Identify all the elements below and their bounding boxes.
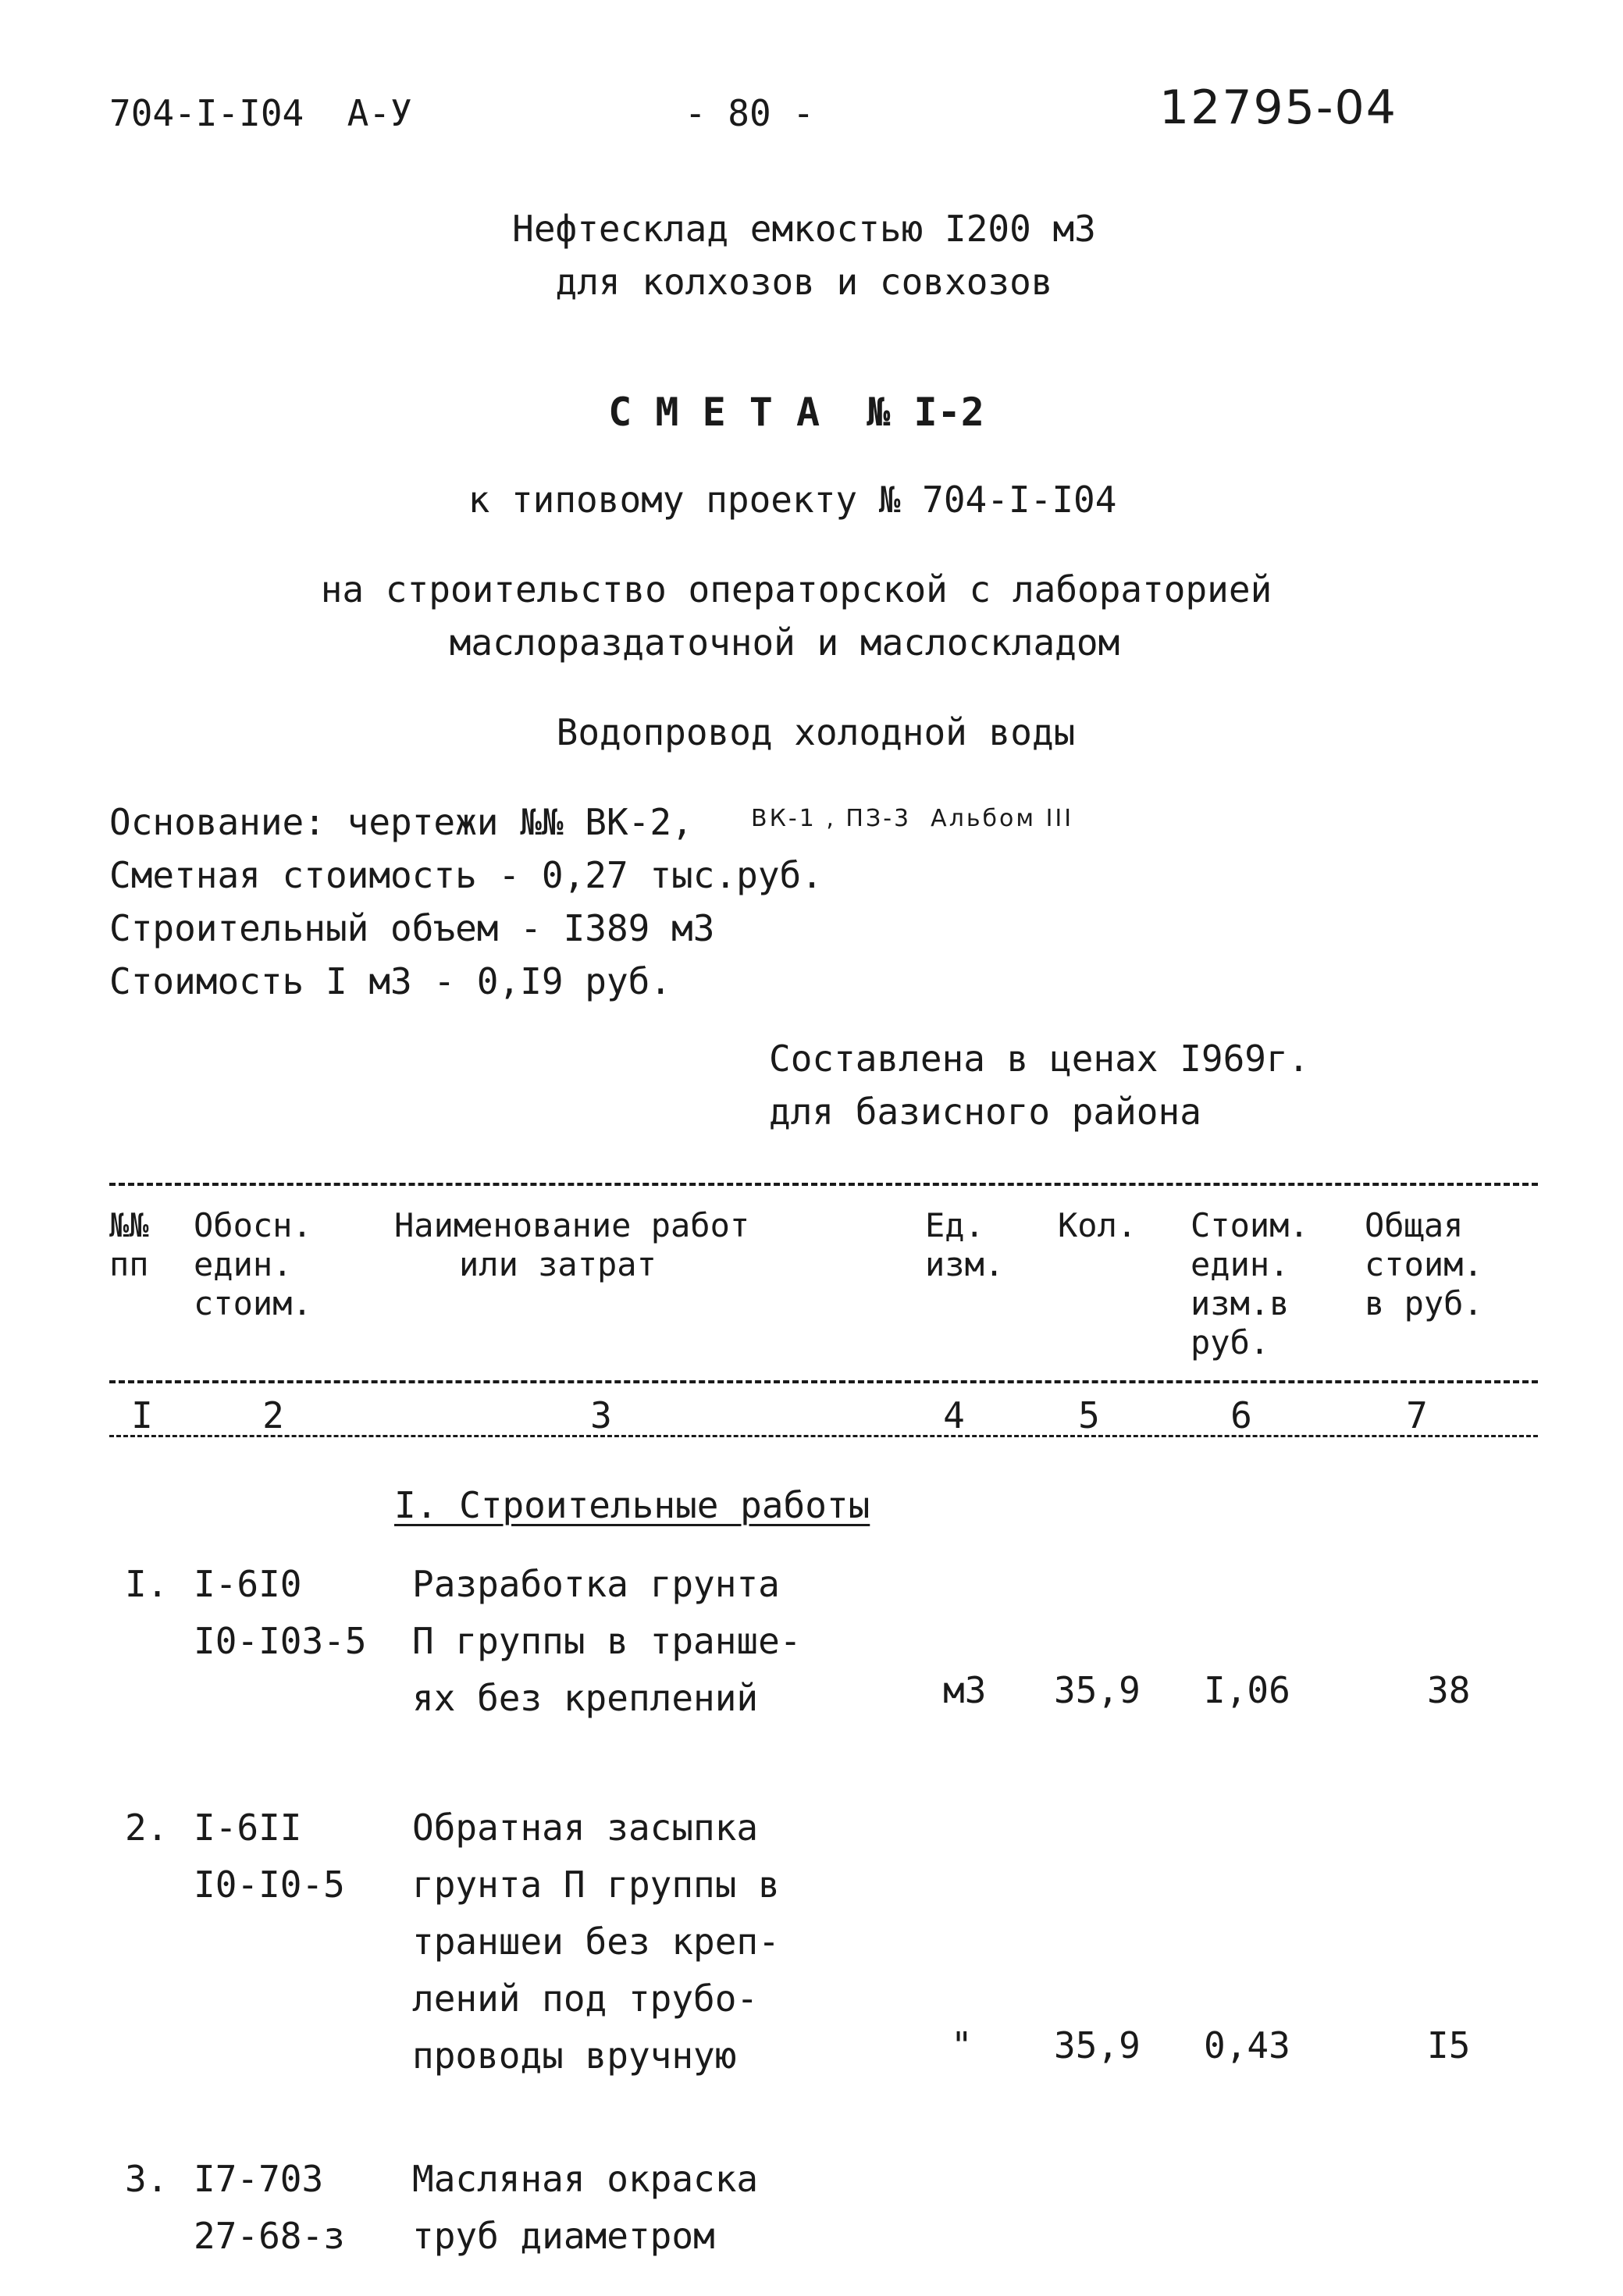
- header-col-name-2: или затрат: [459, 1245, 657, 1283]
- row-number: 2.: [125, 1807, 169, 1849]
- row-basis: I7-703 27-68-з: [194, 2158, 345, 2257]
- row-qty: 35,9: [1054, 2024, 1141, 2066]
- header-col-unit-cost: Стоим. един. изм.в руб.: [1191, 1206, 1309, 1362]
- col-number-3: 3: [590, 1394, 612, 1436]
- col-number-6: 6: [1230, 1394, 1252, 1436]
- row-basis: I-6II I0-I0-5: [194, 1807, 345, 1906]
- purpose-line-2: маслораздаточной и маслоскладом: [449, 621, 1120, 664]
- document-code: 704-I-I04 А-У: [109, 92, 412, 134]
- row-name: Обратная засыпка грунта П группы в траншеи без креп- лений под трубо- проводы вручную: [412, 1807, 780, 2077]
- row-name: Масляная окраска труб диаметром: [412, 2158, 759, 2257]
- basis-label: Основание: чертежи №№ ВК-2,: [109, 801, 693, 843]
- row-qty: 35,9: [1054, 1669, 1141, 1711]
- header-col-total: Общая стоим. в руб.: [1365, 1206, 1483, 1322]
- row-total: I5: [1427, 2024, 1471, 2066]
- page-number: - 80 -: [684, 92, 815, 134]
- section-heading: Водопровод холодной воды: [556, 711, 1076, 753]
- basis-handwritten: ВК-1 , ПЗ-3 Альбом III: [751, 805, 1074, 832]
- row-number: I.: [125, 1563, 169, 1605]
- header-col-number: №№ пп: [109, 1206, 149, 1283]
- estimate-heading: С М Е Т А № I-2: [608, 390, 984, 435]
- row-unit-cost: I,06: [1204, 1669, 1290, 1711]
- col-number-4: 4: [943, 1394, 965, 1436]
- row-unit-cost: 0,43: [1204, 2024, 1290, 2066]
- title-line-1: Нефтесклад емкостью I200 м3: [512, 208, 1096, 250]
- header-col-basis: Обосн. един. стоим.: [194, 1206, 312, 1322]
- row-number: 3.: [125, 2158, 169, 2200]
- col-numbers-rule: [109, 1435, 1538, 1437]
- row-name: Разработка грунта П группы в транше- ях без креплений: [412, 1563, 802, 1719]
- table-top-rule: [109, 1183, 1538, 1186]
- col-number-7: 7: [1406, 1394, 1428, 1436]
- col-number-1: I: [131, 1394, 153, 1436]
- purpose-line-1: на строительство операторской с лабораторией: [320, 568, 1272, 610]
- price-basis-line-1: Составлена в ценах I969г.: [769, 1038, 1310, 1080]
- price-basis-line-2: для базисного района: [769, 1091, 1201, 1133]
- row-basis: I-6I0 I0-I03-5: [194, 1563, 367, 1662]
- section-construction-works: I. Строительные работы: [394, 1484, 870, 1526]
- row-total: 38: [1427, 1669, 1471, 1711]
- project-reference: к типовому проекту № 704-I-I04: [468, 479, 1117, 521]
- table-header-rule: [109, 1380, 1538, 1383]
- archive-stamp: 12795-04: [1159, 80, 1397, 135]
- estimated-cost: Сметная стоимость - 0,27 тыс.руб.: [109, 854, 823, 896]
- col-number-2: 2: [262, 1394, 284, 1436]
- building-volume: Строительный объем - I389 м3: [109, 907, 715, 949]
- unit-cost: Стоимость I м3 - 0,I9 руб.: [109, 960, 672, 1002]
- title-line-2: для колхозов и совхозов: [555, 261, 1053, 303]
- col-number-5: 5: [1078, 1394, 1100, 1436]
- row-unit: м3: [943, 1669, 987, 1711]
- header-col-unit: Ед. изм.: [925, 1206, 1005, 1283]
- header-col-qty: Кол.: [1058, 1206, 1137, 1244]
- row-unit: ": [951, 2024, 973, 2066]
- header-col-name: Наименование работ: [394, 1206, 750, 1244]
